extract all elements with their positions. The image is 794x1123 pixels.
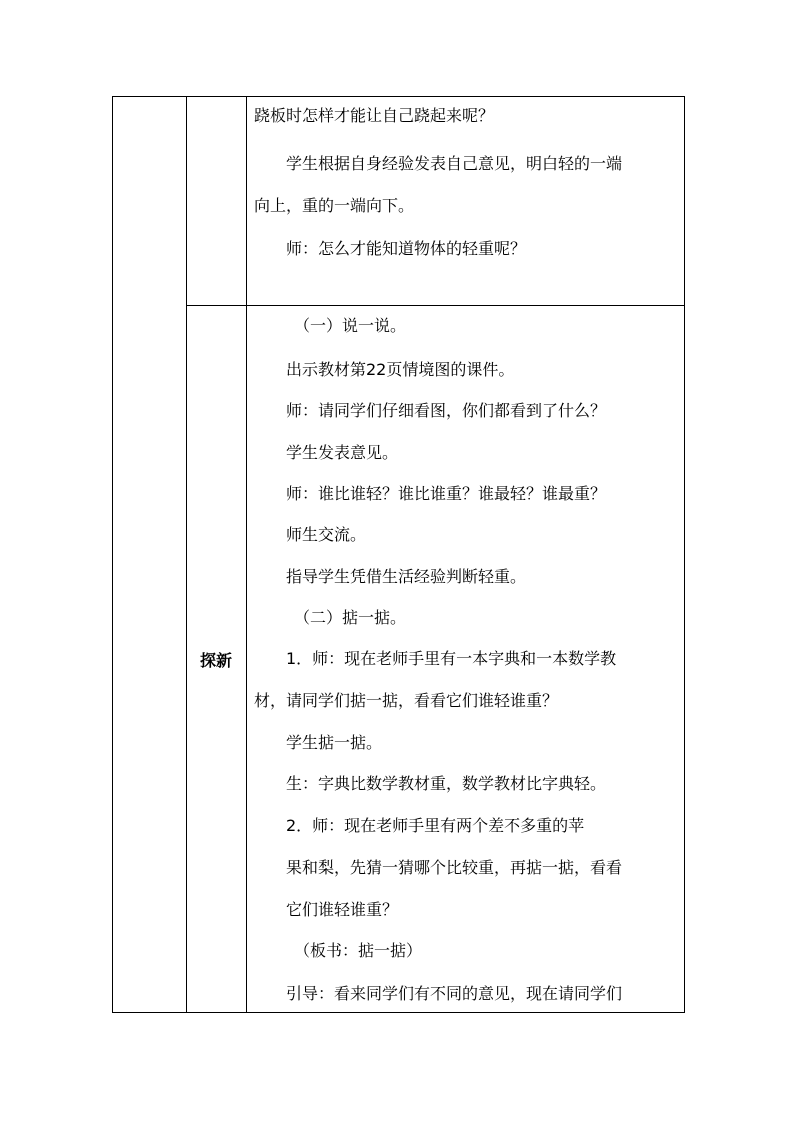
text-line: 跷板时怎样才能让自己跷起来呢？ — [254, 106, 495, 125]
text-line: 材，请同学们掂一掂，看看它们谁轻谁重？ — [254, 691, 559, 710]
text-line: 它们谁轻谁重？ — [286, 900, 399, 919]
column-divider-2 — [246, 96, 247, 1013]
text-line: 1．师：现在老师手里有一本字典和一本数学教 — [286, 649, 617, 668]
text-line: 学生发表意见。 — [286, 443, 399, 462]
text-line: 师：请同学们仔细看图，你们都看到了什么？ — [286, 401, 607, 420]
text-line: 学生掂一掂。 — [286, 733, 383, 752]
text-line: 师：怎么才能知道物体的轻重呢？ — [286, 239, 527, 258]
text-line: 引导：看来同学们有不同的意见，现在请同学们 — [286, 984, 623, 1003]
text-line: 生：字典比数学教材重，数学教材比字典轻。 — [286, 774, 607, 793]
text-line: （一）说一说。 — [294, 316, 407, 335]
section-label: 探新 — [199, 651, 232, 670]
text-line: 果和梨，先猜一猜哪个比较重，再掂一掂，看看 — [286, 858, 623, 877]
text-line: （二）掂一掂。 — [294, 608, 407, 627]
text-line: 2．师：现在老师手里有两个差不多重的苹 — [286, 816, 585, 835]
text-line: 师：谁比谁轻？谁比谁重？谁最轻？谁最重？ — [286, 484, 607, 503]
text-line: 出示教材第22页情境图的课件。 — [286, 360, 515, 379]
text-line: 学生根据自身经验发表自己意见，明白轻的一端 — [286, 154, 623, 173]
text-line: 师生交流。 — [286, 525, 367, 544]
row-divider — [186, 305, 685, 306]
text-line: 指导学生凭借生活经验判断轻重。 — [286, 567, 527, 586]
text-line: （板书：掂一掂） — [294, 941, 423, 960]
column-divider-1 — [186, 96, 187, 1013]
text-line: 向上，重的一端向下。 — [254, 196, 415, 215]
